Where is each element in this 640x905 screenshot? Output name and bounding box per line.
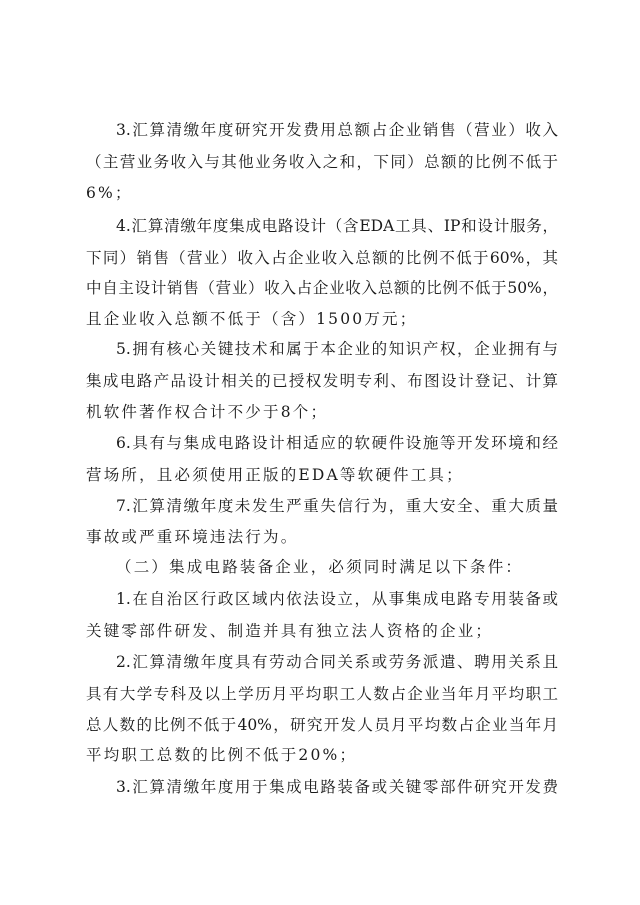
paragraph-line: （主营业务收入与其他业务收入之和，下同）总额的比例不低于 bbox=[86, 153, 558, 171]
paragraph-line: 关键零部件研发、制造并具有独立法人资格的企业； bbox=[86, 622, 494, 640]
paragraph-line: 中自主设计销售（营业）收入占企业收入总额的比例不低于50%， bbox=[86, 279, 558, 297]
paragraph-line: 7.汇算清缴年度未发生严重失信行为，重大安全、重大质量 bbox=[116, 497, 558, 515]
paragraph-line: 事故或严重环境违法行为。 bbox=[86, 528, 299, 546]
paragraph-line: 平均职工总数的比例不低于20%； bbox=[86, 746, 358, 764]
paragraph-line: 1.在自治区行政区域内依法设立，从事集成电路专用装备或 bbox=[116, 590, 558, 608]
paragraph-line: 总人数的比例不低于40%，研究开发人员月平均数占企业当年月 bbox=[86, 716, 559, 734]
paragraph-line: 下同）销售（营业）收入占企业收入总额的比例不低于60%，其 bbox=[86, 249, 558, 267]
paragraph-line: 营场所，且必须使用正版的EDA等软硬件工具； bbox=[86, 466, 464, 484]
paragraph-line: 5.拥有核心关键技术和属于本企业的知识产权，企业拥有与 bbox=[116, 340, 558, 358]
paragraph-line: 3.汇算清缴年度用于集成电路装备或关键零部件研究开发费 bbox=[116, 778, 558, 796]
paragraph-line: 2.汇算清缴年度具有劳动合同关系或劳务派遣、聘用关系且 bbox=[116, 653, 558, 671]
paragraph-line: 且企业收入总额不低于（含）1500万元； bbox=[86, 310, 418, 328]
paragraph-line: 具有大学专科及以上学历月平均职工人数占企业当年月平均职工 bbox=[86, 685, 558, 703]
paragraph-line: 3.汇算清缴年度研究开发费用总额占企业销售（营业）收入 bbox=[116, 121, 558, 139]
paragraph-line: 6%； bbox=[86, 184, 133, 202]
paragraph-line: 机软件著作权合计不少于8个； bbox=[86, 403, 329, 421]
paragraph-line: 集成电路产品设计相关的已授权发明专利、布图设计登记、计算 bbox=[86, 372, 558, 390]
section-heading: （二）集成电路装备企业，必须同时满足以下条件： bbox=[116, 558, 524, 576]
paragraph-line: 6.具有与集成电路设计相适应的软硬件设施等开发环境和经 bbox=[116, 434, 558, 452]
paragraph-line: 4.汇算清缴年度集成电路设计（含EDA工具、IP和设计服务， bbox=[116, 217, 558, 235]
